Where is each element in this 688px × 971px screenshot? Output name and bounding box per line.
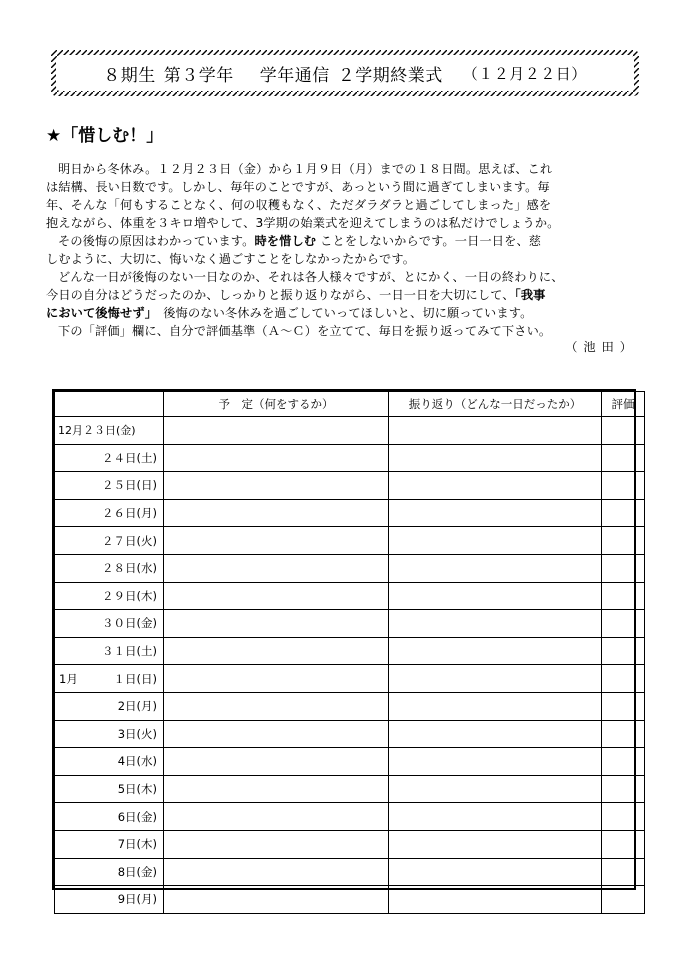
row-month: 1月 xyxy=(59,671,78,686)
plan-cell[interactable] xyxy=(164,582,389,610)
plan-cell[interactable] xyxy=(164,775,389,803)
line9-emphasis: において後悔せず」 xyxy=(46,306,151,320)
plan-cell[interactable] xyxy=(164,527,389,555)
review-cell[interactable] xyxy=(389,527,602,555)
planner-row xyxy=(55,554,645,582)
review-cell[interactable] xyxy=(389,444,602,472)
eval-cell[interactable] xyxy=(602,858,645,886)
eval-cell[interactable] xyxy=(602,444,645,472)
line8-emphasis: 「我事 xyxy=(514,288,546,302)
eval-cell[interactable] xyxy=(602,527,645,555)
planner-body xyxy=(55,417,645,914)
article-heading: ★「惜しむ！」 xyxy=(46,126,164,146)
plan-cell[interactable] xyxy=(164,830,389,858)
eval-cell[interactable] xyxy=(602,499,645,527)
eval-cell[interactable] xyxy=(602,748,645,776)
grade-label: 第３学年 xyxy=(163,65,234,86)
eval-cell[interactable] xyxy=(602,554,645,582)
header-review: 振り返り（どんな一日だったか） xyxy=(389,392,602,417)
eval-cell[interactable] xyxy=(602,610,645,638)
planner-row xyxy=(55,748,645,776)
review-cell[interactable] xyxy=(389,720,602,748)
review-cell[interactable] xyxy=(389,582,602,610)
planner-row xyxy=(55,499,645,527)
planner-row xyxy=(55,720,645,748)
line9-text: 後悔のない冬休みを過ごしていってほしいと、切に願っています。 xyxy=(150,306,533,320)
plan-cell[interactable] xyxy=(164,858,389,886)
plan-cell[interactable] xyxy=(164,720,389,748)
article-line-6: しむように、大切に、悔いなく過ごすことをしなかったからです。 xyxy=(46,252,416,266)
row-date: 5日(木) xyxy=(55,775,164,803)
planner-row xyxy=(55,637,645,665)
row-date: 6日(金) xyxy=(55,803,164,831)
article-line-5 xyxy=(46,232,654,249)
row-date: ２７日(火) xyxy=(55,527,164,555)
eval-cell[interactable] xyxy=(602,582,645,610)
row-date: 12月２３日(金) xyxy=(55,417,164,445)
planner-row xyxy=(55,582,645,610)
article-line-9 xyxy=(46,304,642,321)
article-line-4: 抱えながら、体重を３キロ増やして、3学期の始業式を迎えてしまうのは私だけでしょうか。 xyxy=(46,216,560,230)
planner-row xyxy=(55,417,645,445)
review-cell[interactable] xyxy=(389,665,602,693)
newsletter-label: 学年通信 xyxy=(259,65,330,86)
planner-header-row xyxy=(55,392,645,417)
article-line-8 xyxy=(46,286,642,303)
eval-cell[interactable] xyxy=(602,720,645,748)
row-date: 8日(金) xyxy=(55,858,164,886)
row-date: 3日(火) xyxy=(55,720,164,748)
eval-cell[interactable] xyxy=(602,665,645,693)
article-line-1: 明日から冬休み。１２月２３日（金）から１月９日（月）までの１８日間。思えば、これ xyxy=(58,162,553,176)
planner-row xyxy=(55,803,645,831)
eval-cell[interactable] xyxy=(602,830,645,858)
review-cell[interactable] xyxy=(389,637,602,665)
plan-cell[interactable] xyxy=(164,554,389,582)
line8-text: 今日の自分はどうだったのか、しっかりと振り返りながら、一日一日を大切にして、 xyxy=(46,288,515,302)
review-cell[interactable] xyxy=(389,886,602,914)
row-date: ３１日(土) xyxy=(55,637,164,665)
planner-row xyxy=(55,692,645,720)
winter-break-planner xyxy=(52,389,636,907)
plan-cell[interactable] xyxy=(164,610,389,638)
planner-table xyxy=(54,391,645,914)
row-date: 7日(木) xyxy=(55,830,164,858)
article-line-10: 下の「評価」欄に、自分で評価基準（Ａ～Ｃ）を立てて、毎日を振り返ってみて下さい。 xyxy=(58,324,552,338)
plan-cell[interactable] xyxy=(164,692,389,720)
plan-cell[interactable] xyxy=(164,472,389,500)
row-date: ３０日(金) xyxy=(55,610,164,638)
review-cell[interactable] xyxy=(389,499,602,527)
plan-cell[interactable] xyxy=(164,417,389,445)
planner-row xyxy=(55,830,645,858)
planner-row xyxy=(55,858,645,886)
line5-text-b: ことをしないからです。一日一日を、慈 xyxy=(316,234,542,248)
eval-cell[interactable] xyxy=(602,886,645,914)
plan-cell[interactable] xyxy=(164,637,389,665)
review-cell[interactable] xyxy=(389,858,602,886)
review-cell[interactable] xyxy=(389,803,602,831)
header-date xyxy=(55,392,164,417)
eval-cell[interactable] xyxy=(602,637,645,665)
planner-row xyxy=(55,886,645,914)
review-cell[interactable] xyxy=(389,554,602,582)
row-date: ２５日(日) xyxy=(55,472,164,500)
line5-text-a: その後悔の原因はわかっています。 xyxy=(58,234,255,248)
review-cell[interactable] xyxy=(389,775,602,803)
planner-row xyxy=(55,665,645,693)
article-line-2: は結構、長い日数です。しかし、毎年のことですが、あっという間に過ぎてしまいます。毎 xyxy=(46,180,550,194)
planner-row xyxy=(55,444,645,472)
planner-row xyxy=(55,775,645,803)
eval-cell[interactable] xyxy=(602,775,645,803)
review-cell[interactable] xyxy=(389,748,602,776)
cohort-label: ８期生 xyxy=(103,65,156,86)
row-date: ２４日(土) xyxy=(55,444,164,472)
row-date: 9日(月) xyxy=(55,886,164,914)
eval-cell[interactable] xyxy=(602,692,645,720)
header-eval: 評価 xyxy=(602,392,645,417)
article-line-7: どんな一日が後悔のない一日なのか、それは各人様々ですが、とにかく、一日の終わりに、 xyxy=(58,270,564,284)
eval-cell[interactable] xyxy=(602,417,645,445)
plan-cell[interactable] xyxy=(164,444,389,472)
row-date: ２６日(月) xyxy=(55,499,164,527)
issue-date: （１２月２２日） xyxy=(462,64,587,83)
planner-row xyxy=(55,527,645,555)
planner-row xyxy=(55,472,645,500)
author-signature: （池田） xyxy=(565,340,638,354)
row-date: ２９日(木) xyxy=(55,582,164,610)
review-cell[interactable] xyxy=(389,692,602,720)
row-date: ２８日(水) xyxy=(55,554,164,582)
row-day: １日(日) xyxy=(113,671,157,686)
newsletter-banner xyxy=(51,50,639,96)
eval-cell[interactable] xyxy=(602,803,645,831)
banner-title xyxy=(51,50,639,96)
line5-emphasis: 時を惜しむ xyxy=(254,234,317,248)
row-date: 2日(月) xyxy=(55,692,164,720)
plan-cell[interactable] xyxy=(164,803,389,831)
event-label: ２学期終業式 xyxy=(337,65,443,86)
row-date xyxy=(55,665,164,693)
row-date: 4日(水) xyxy=(55,748,164,776)
review-cell[interactable] xyxy=(389,830,602,858)
review-cell[interactable] xyxy=(389,472,602,500)
plan-cell[interactable] xyxy=(164,499,389,527)
plan-cell[interactable] xyxy=(164,748,389,776)
plan-cell[interactable] xyxy=(164,886,389,914)
review-cell[interactable] xyxy=(389,610,602,638)
header-plan: 予 定（何をするか） xyxy=(164,392,389,417)
eval-cell[interactable] xyxy=(602,472,645,500)
plan-cell[interactable] xyxy=(164,665,389,693)
article-line-3: 年、そんな「何もすることなく、何の収穫もなく、ただダラダラと過ごしてしまった」感を xyxy=(46,198,552,212)
review-cell[interactable] xyxy=(389,417,602,445)
planner-row xyxy=(55,610,645,638)
